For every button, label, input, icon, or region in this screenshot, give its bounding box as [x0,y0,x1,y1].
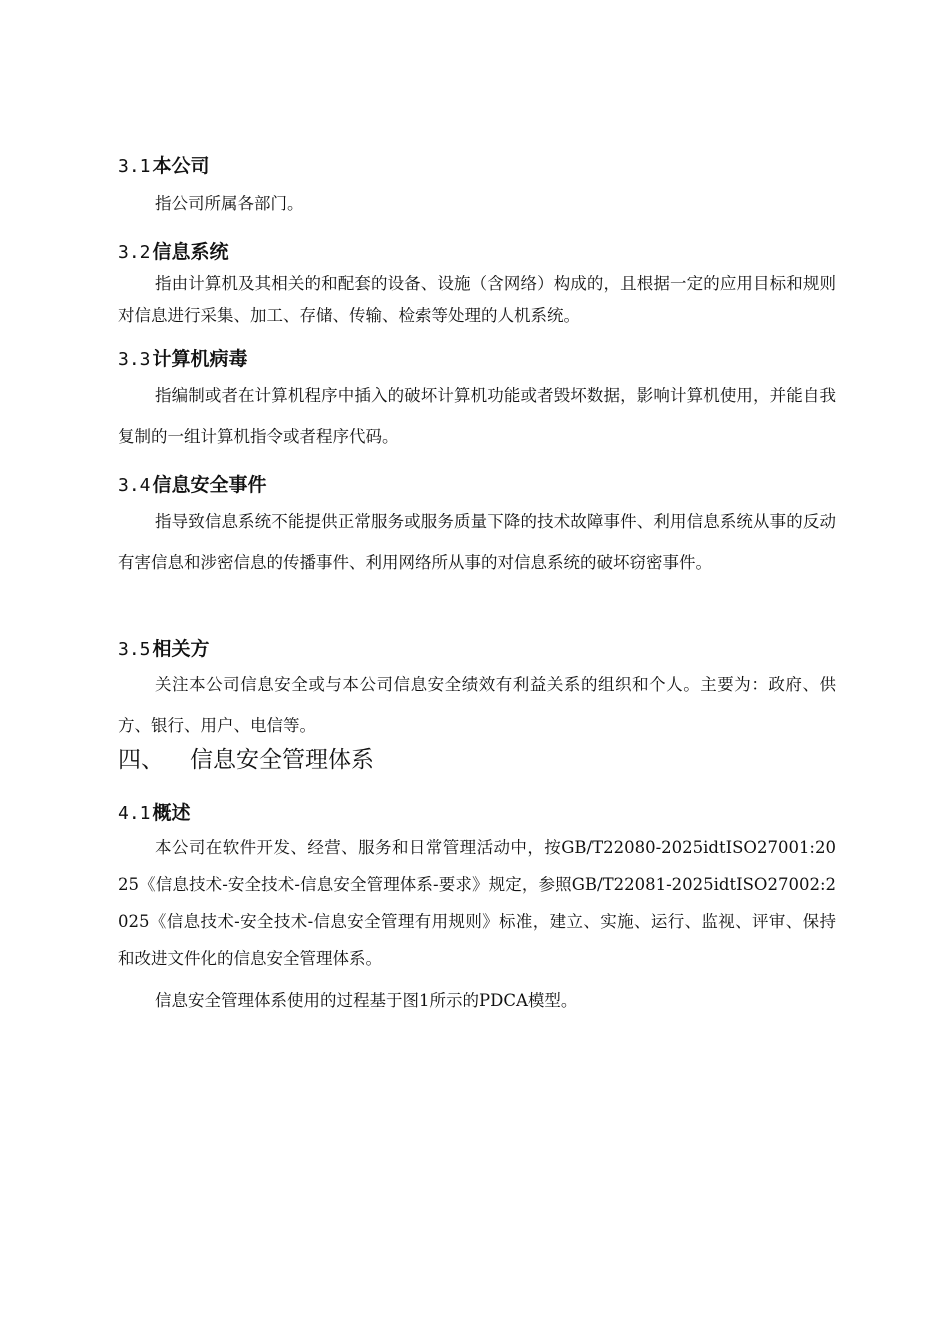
heading-3-1 [118,154,210,179]
heading-3-5 [118,637,210,662]
heading-number: 3.4 [118,475,151,496]
paragraph-3-5: 关注本公司信息安全或与本公司信息安全绩效有利益关系的组织和个人。主要为：政府、供方、银行、用户、电信等。 [118,675,836,735]
paragraph-3-4: 指导致信息系统不能提供正常服务或服务质量下降的技术故障事件、利用信息系统从事的反动有害信息和涉密信息的传播事件、利用网络所从事的对信息系统的破坏窃密事件。 [118,512,836,572]
heading-4-1 [118,801,191,826]
heading-title: 本公司 [152,155,210,177]
paragraph-3-2: 指由计算机及其相关的和配套的设备、设施（含网络）构成的，且根据一定的应用目标和规则对信息进行采集、加工、存储、传输、检索等处理的人机系统。 [118,274,836,325]
heading-number: 3.2 [118,242,151,263]
chapter-title: 信息安全管理体系 [190,747,374,773]
heading-title: 计算机病毒 [152,348,248,370]
heading-title: 信息安全事件 [152,474,267,496]
heading-title: 相关方 [152,638,210,660]
heading-3-3 [118,347,248,372]
heading-number: 3.3 [118,349,151,370]
chapter-heading [118,745,374,775]
heading-title: 概述 [152,802,191,824]
heading-title: 信息系统 [152,241,229,263]
paragraph-3-3: 指编制或者在计算机程序中插入的破坏计算机功能或者毁坏数据，影响计算机使用，并能自我复制的一组计算机指令或者程序代码。 [118,386,836,446]
chapter-number: 四、 [118,747,164,773]
paragraph-4-1-pdca: 信息安全管理体系使用的过程基于图1所示的PDCA模型。 [155,991,578,1010]
heading-number: 3.1 [118,156,151,177]
paragraph-3-1: 指公司所属各部门。 [155,194,304,213]
paragraph-4-1: 本公司在软件开发、经营、服务和日常管理活动中，按GB/T22080-2025idtISO27001:2025《信息技术-安全技术-信息安全管理体系-要求》规定，参照GB/T22081-2025idtISO27002:2025《信息技术-安全技术-信息安全管理有用规则》标准，建立、实施、运行、监视、评审、保持和改进文件化的信息安全管理体系。 [118,838,836,968]
heading-number: 4.1 [118,803,151,824]
heading-3-2 [118,240,229,265]
heading-number: 3.5 [118,639,151,660]
heading-3-4 [118,473,267,498]
